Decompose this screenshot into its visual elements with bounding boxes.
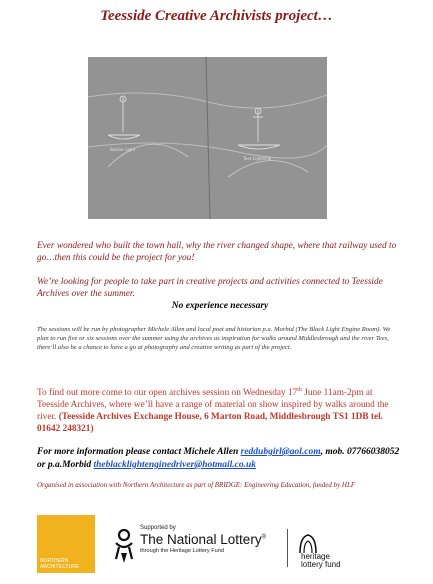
hlf-line-2: lottery fund xyxy=(301,560,341,569)
sessions-paragraph: The sessions will be run by photographer Michele Allen and local poet and historian p.a. Morbid (The Black Light Engine Room). We plan to run five or six sessions over the summer using the archives as inspiration for walks around Middlesbrough and the river Tees, there’ll also be a chance to have a go at photography and creative writing as part of the project. xyxy=(37,326,391,351)
email-link-michele[interactable]: reddubgirl@aol.com xyxy=(240,447,321,457)
looking-paragraph: We’re looking for people to take part in creative projects and activities connected to Teesside Archives over the summer. xyxy=(37,277,383,299)
heritage-lottery-fund-logo xyxy=(301,553,341,569)
map-illustration xyxy=(88,57,327,219)
find-out-sup: th xyxy=(297,387,302,393)
national-lottery-name-text: The National Lottery xyxy=(140,532,262,547)
national-lottery-reg: ® xyxy=(261,534,266,541)
northern-architecture-label: NORTHERN ARCHITECTURE xyxy=(40,558,80,570)
find-out-lead: To find out more come to our open archives session on Wednesday 17 xyxy=(37,388,298,399)
organised-paragraph: Organised in association with Northern Architecture as part of BRIDGE: Engineering Education, funded by HLF xyxy=(37,481,356,489)
intro-paragraph: Ever wondered who built the town hall, why the river changed shape, where that railway used to go…then this could be the project for you! xyxy=(37,241,397,263)
find-out-paragraph xyxy=(37,384,403,435)
contact-lead: For more information please contact Michele Allen xyxy=(37,447,241,457)
contact-mid: , mob. 07766038052 or p.a.Morbid xyxy=(37,447,400,470)
supported-by-label: Supported by xyxy=(140,525,176,531)
svg-text:Bolster Light: Bolster Light xyxy=(110,147,136,152)
heritage-lottery-subline: through the Heritage Lottery Fund xyxy=(140,548,224,554)
find-out-address: (Teesside Archives Exchange House, 6 Marton Road, Middlesbrough TS1 1DB tel. 01642 248321) xyxy=(37,412,383,435)
national-lottery-name xyxy=(140,532,266,547)
find-out-rest: June 11am-2pm at Teesside Archives, where we’ll have a range of material on show inspired by walks around the river. xyxy=(37,388,389,423)
no-experience-heading: No experience necessary xyxy=(171,301,269,311)
sponsor-logos xyxy=(0,513,433,584)
logo-divider xyxy=(287,529,288,567)
northern-architecture-logo xyxy=(37,515,95,573)
national-lottery-logo xyxy=(140,525,266,554)
contact-paragraph xyxy=(37,446,403,472)
national-lottery-icon xyxy=(110,525,138,565)
hlf-line-1: heritage xyxy=(301,552,330,561)
flyer-title: Teesside Creative Archivists project… xyxy=(100,8,333,24)
svg-text:Tees Lightship: Tees Lightship xyxy=(243,156,272,161)
email-link-morbid[interactable]: theblacklightenginedriver@hotmail.co.uk xyxy=(93,460,257,470)
archive-map-image xyxy=(88,57,327,219)
